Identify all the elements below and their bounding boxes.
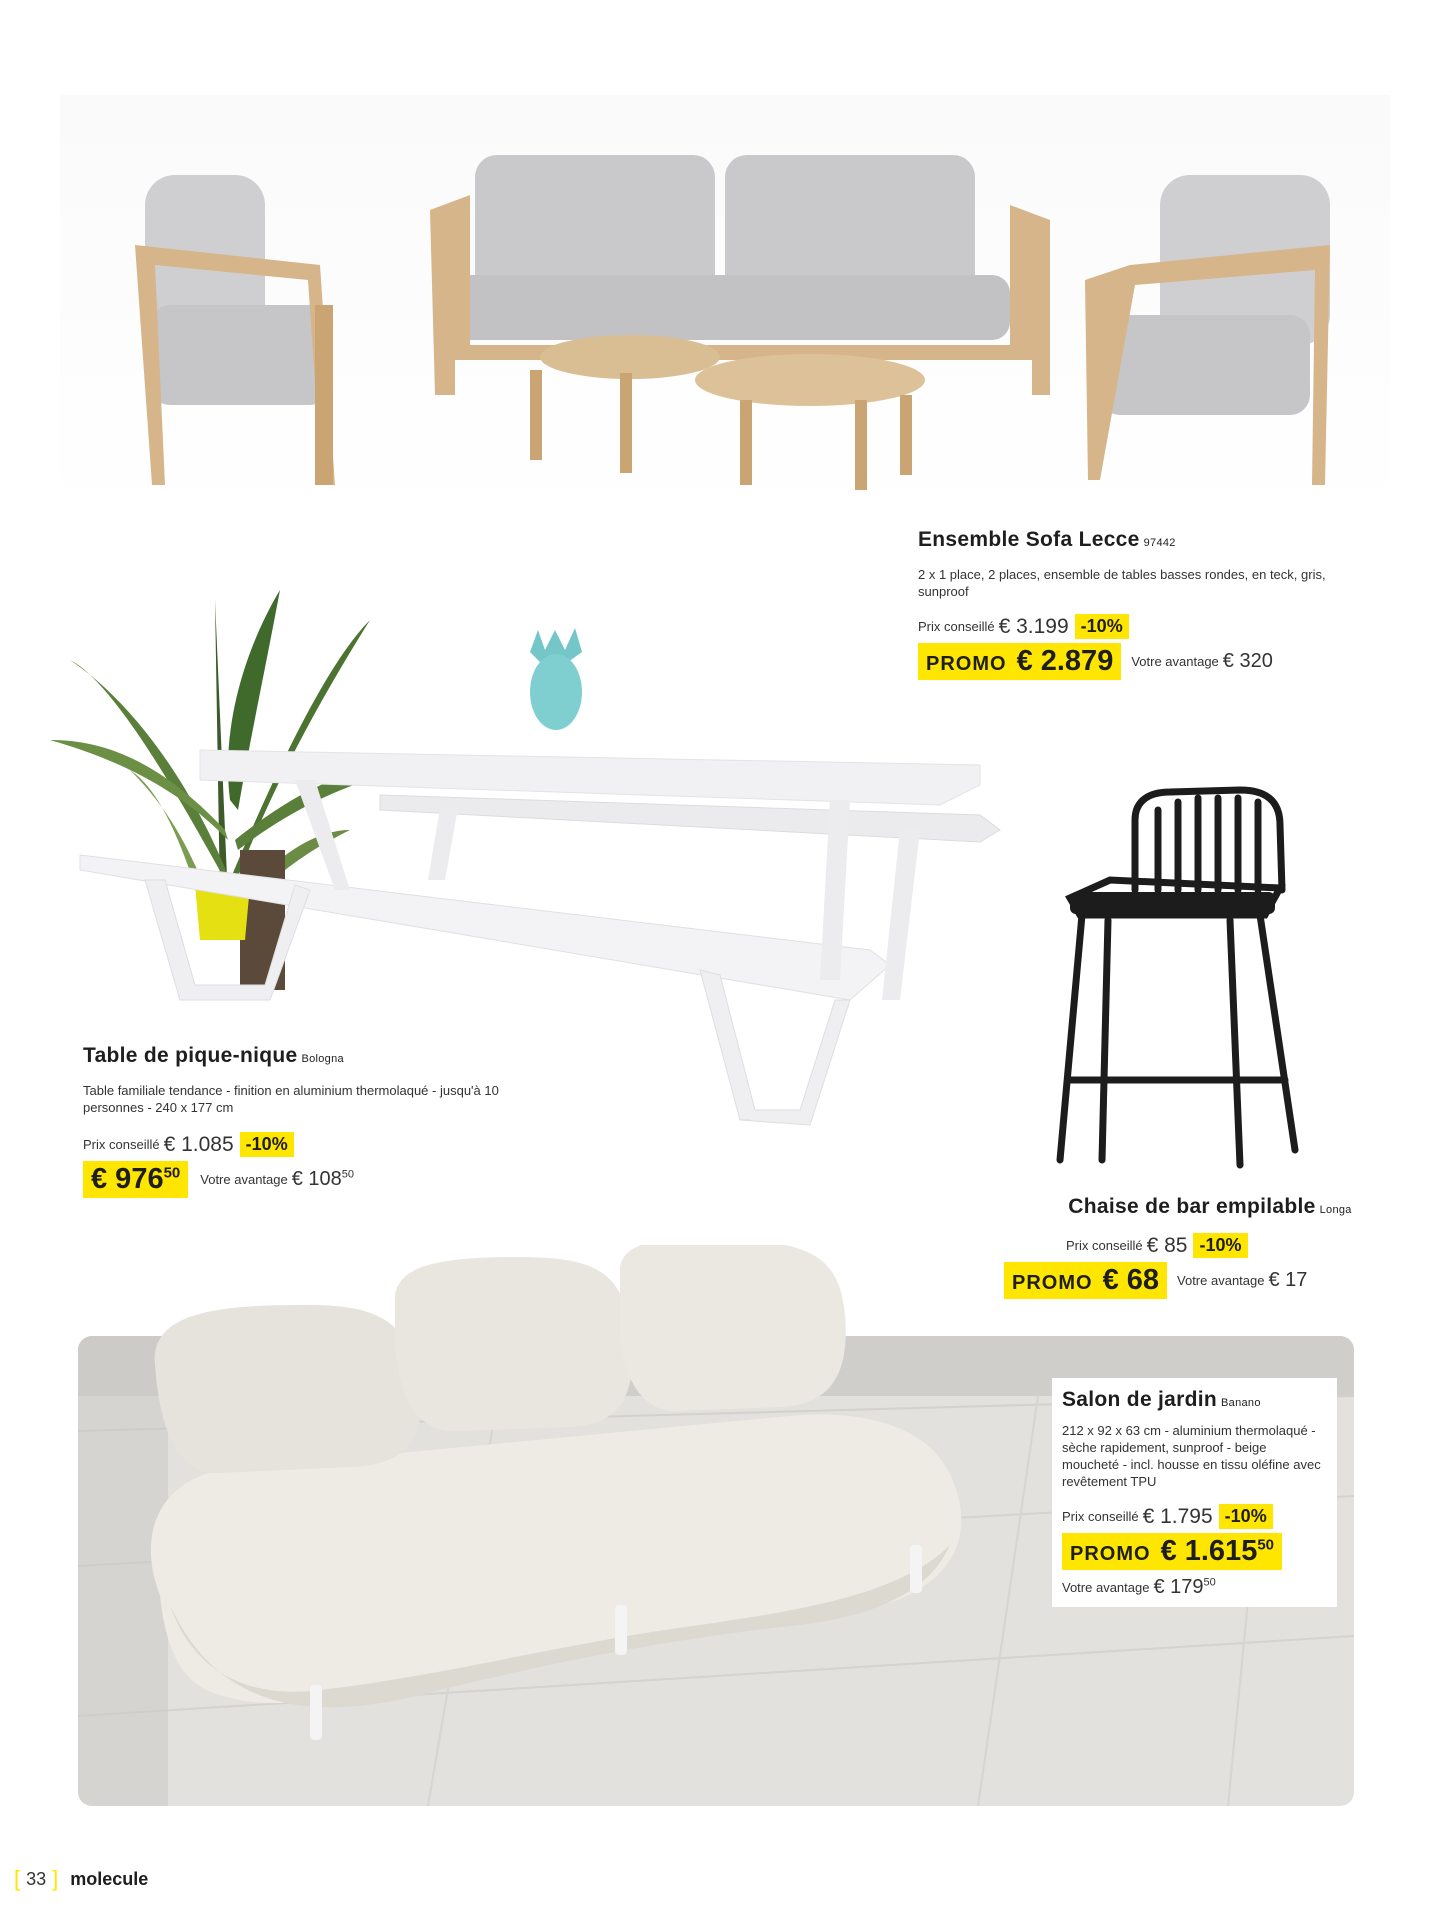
- lecce-description: 2 x 1 place, 2 places, ensemble de tables basses rondes, en teck, gris, sunproof: [918, 567, 1326, 599]
- banano-promo-box: [1062, 1533, 1282, 1570]
- sofa-lecce-image: [60, 95, 1390, 515]
- banano-name: Salon de jardin: [1062, 1388, 1218, 1411]
- banano-promo-word: PROMO: [1070, 1543, 1151, 1565]
- lecce-ref: 97442: [1143, 537, 1176, 549]
- longa-promo-price: € 68: [1102, 1264, 1160, 1296]
- longa-promo-box: [1004, 1262, 1167, 1299]
- bologna-discount-badge: -10%: [240, 1132, 294, 1157]
- page-number: 33: [26, 1868, 47, 1889]
- bologna-avantage-main: € 108: [291, 1168, 342, 1190]
- bar-stool-image: [1040, 780, 1310, 1170]
- banano-promo-price-main: € 1.615: [1160, 1535, 1258, 1567]
- banano-sofa-image: [100, 1245, 1000, 1755]
- lecce-promo-price: € 2.879: [1016, 645, 1114, 677]
- banano-title: [1062, 1388, 1327, 1412]
- bologna-name: Table de pique-nique: [83, 1044, 298, 1067]
- bologna-promo-price-cents: 50: [163, 1164, 181, 1182]
- longa-prix: € 85: [1146, 1233, 1188, 1257]
- lecce-promo-word: PROMO: [926, 653, 1007, 675]
- bologna-title: [83, 1044, 563, 1068]
- banano-prix-label: Prix conseillé: [1062, 1509, 1139, 1524]
- longa-avantage: € 17: [1268, 1269, 1308, 1291]
- bracket-left-icon: [: [14, 1866, 21, 1891]
- bologna-prix-label: Prix conseillé: [83, 1137, 160, 1152]
- page-footer: [14, 1866, 148, 1892]
- banano-avantage-cents: 50: [1203, 1576, 1216, 1589]
- lecce-name: Ensemble Sofa Lecce: [918, 528, 1140, 551]
- banano-discount-badge: -10%: [1219, 1504, 1273, 1529]
- lecce-prix: € 3.199: [998, 614, 1069, 638]
- lecce-discount-badge: -10%: [1075, 614, 1129, 639]
- lecce-avantage: € 320: [1222, 650, 1273, 672]
- longa-ref: Longa: [1319, 1204, 1352, 1216]
- longa-name: Chaise de bar empilable: [1068, 1195, 1316, 1218]
- longa-prix-label: Prix conseillé: [1066, 1238, 1143, 1253]
- lecce-prix-label: Prix conseillé: [918, 619, 995, 634]
- bologna-avantage-cents: 50: [341, 1168, 355, 1181]
- banano-promo-price-cents: 50: [1257, 1536, 1275, 1554]
- bologna-promo-box: [83, 1161, 188, 1198]
- longa-title: [1020, 1195, 1400, 1219]
- bracket-right-icon: ]: [52, 1866, 59, 1891]
- bologna-avantage-label: Votre avantage: [200, 1172, 288, 1187]
- banano-avantage: [1153, 1576, 1215, 1599]
- longa-avantage-label: Votre avantage: [1177, 1273, 1265, 1288]
- banano-description: 212 x 92 x 63 cm - aluminium thermolaqué - sèche rapidement, sunproof - beige moucheté - incl. housse en tissu oléfine avec revêtement TPU: [1062, 1423, 1321, 1489]
- longa-promo-word: PROMO: [1012, 1272, 1093, 1294]
- bologna-description: Table familiale tendance - finition en aluminium thermolaqué - jusqu'à 10 personnes - 240 x 177 cm: [83, 1083, 499, 1115]
- bologna-promo-price: [91, 1163, 180, 1196]
- banano-avantage-main: € 179: [1153, 1576, 1204, 1598]
- banano-promo-price: [1161, 1535, 1274, 1568]
- bologna-info: [83, 1044, 563, 1198]
- longa-discount-badge: -10%: [1193, 1233, 1247, 1258]
- lecce-title: [918, 528, 1338, 552]
- banano-info: [1052, 1378, 1342, 1607]
- bologna-promo-price-main: € 976: [91, 1163, 164, 1195]
- bologna-prix: € 1.085: [163, 1132, 234, 1156]
- lecce-avantage-label: Votre avantage: [1131, 654, 1219, 669]
- bologna-avantage: [292, 1168, 354, 1191]
- longa-info: [1000, 1195, 1400, 1299]
- banano-ref: Banano: [1221, 1397, 1261, 1409]
- brand-logo: molecule: [70, 1868, 149, 1889]
- bologna-ref: Bologna: [301, 1053, 344, 1065]
- banano-text-box: [1052, 1378, 1337, 1607]
- banano-avantage-label: Votre avantage: [1062, 1580, 1150, 1595]
- banano-prix: € 1.795: [1142, 1504, 1213, 1528]
